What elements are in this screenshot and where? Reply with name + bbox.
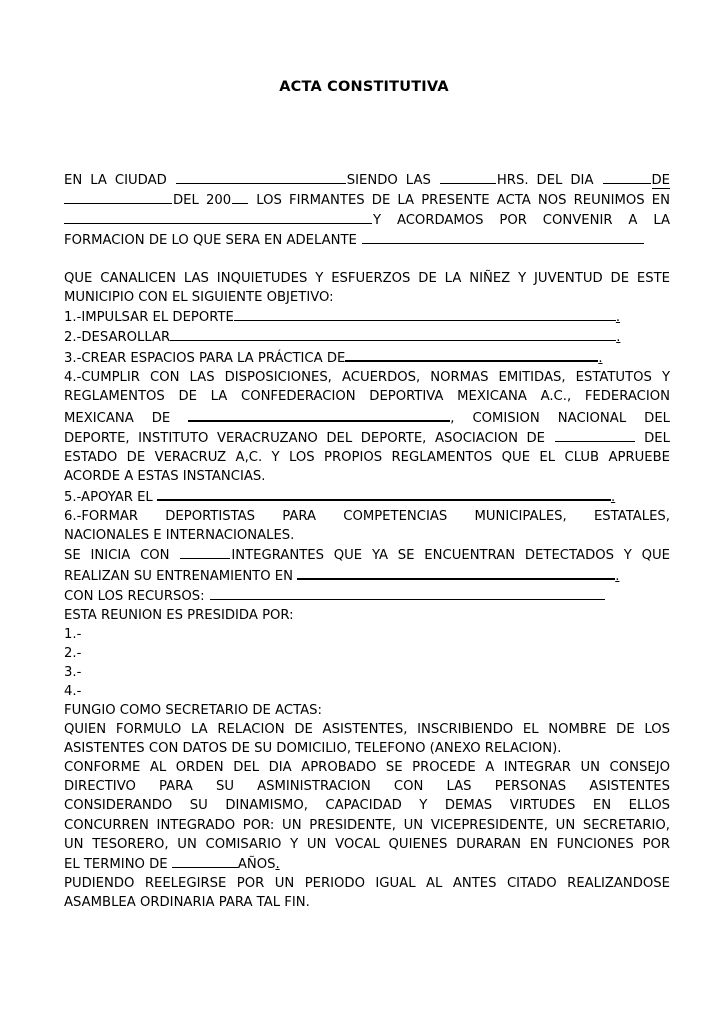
item-3-dot: . — [598, 351, 603, 367]
line-4 — [64, 230, 670, 250]
council-line-1: CONFORME AL ORDEN DEL DIA APROBADO SE PROCEDE A INTEGRAR UN CONSEJO — [64, 760, 670, 776]
training-dot: . — [615, 568, 620, 584]
blank-year — [232, 190, 248, 204]
text-year: DEL 200 — [173, 193, 232, 209]
text-hrs: HRS. DEL DIA — [496, 173, 594, 188]
start-integrantes: INTEGRANTES QUE YA SE ENCUENTRAN DETECTADOS Y QUE — [231, 547, 670, 563]
secretary-line: FUNGIO COMO SECRETARIO DE ACTAS: — [64, 703, 322, 719]
item-4-line-4 — [64, 428, 670, 448]
blank-hours — [440, 170, 496, 184]
item-5-dot: . — [610, 489, 616, 505]
item-4-line-5: ESTADO DE VERACRUZ A,C. Y LOS PROPIOS REGLAMENTOS QUE EL CLUB APRUEBE — [64, 449, 670, 465]
start-text: SE INICIA CON — [64, 547, 170, 563]
term-text: EL TERMINO DE — [64, 856, 168, 872]
blank-training-place — [297, 565, 615, 580]
blank-federacion — [188, 407, 450, 422]
attendance-line-1: QUIEN FORMULO LA RELACION DE ASISTENTES, INSCRIBIENDO EL NOMBRE DE LOS — [64, 722, 670, 738]
item-3-text: 3.-CREAR ESPACIOS PARA LA PRÁCTICA DE — [64, 351, 346, 367]
text-formacion: FORMACION DE LO QUE SERA EN ADELANTE — [64, 233, 357, 249]
item-4-mexicana: MEXICANA DE — [64, 410, 171, 426]
text-city: EN LA CIUDAD — [64, 173, 167, 188]
item-6-line-2: NACIONALES E INTERNACIONALES. — [64, 527, 295, 543]
blank-place — [64, 210, 372, 224]
document-title: ACTA CONSTITUTIVA — [279, 79, 449, 95]
item-2-dot: . — [616, 330, 621, 346]
resources-line — [64, 586, 670, 606]
council-line-2: DIRECTIVO PARA SU ASMINISTRACION CON LAS PERSONAS ASISTENTES — [64, 779, 670, 795]
item-4-line-1: 4.-CUMPLIR CON LAS DISPOSICIONES, ACUERDOS, NORMAS EMITIDAS, ESTATUTOS Y — [64, 370, 670, 386]
item-4-deporte: DEPORTE, INSTITUTO VERACRUZANO DEL DEPORTE, ASOCIACION DE — [64, 430, 545, 446]
line-2 — [64, 190, 670, 210]
text-siendo: SIENDO LAS — [346, 173, 431, 188]
item-3 — [64, 347, 670, 368]
blank-item-1 — [234, 307, 616, 321]
presided-line: ESTA REUNION ES PRESIDIDA POR: — [64, 607, 294, 623]
council-line-6 — [64, 854, 670, 874]
term-dot: . — [275, 856, 280, 872]
resources-text: CON LOS RECURSOS: — [64, 588, 205, 604]
term-years: AÑOS — [237, 856, 276, 872]
line-1 — [64, 170, 670, 190]
line-objective-1: QUE CANALICEN LAS INQUIETUDES Y ESFUERZOS DE LA NIÑEZ Y JUVENTUD DE ESTE — [64, 271, 670, 287]
text-acordamos: Y ACORDAMOS POR CONVENIR A LA — [373, 213, 670, 229]
blank-item-5 — [157, 486, 611, 501]
line-objective-2: MUNICIPIO CON EL SIGUIENTE OBJETIVO: — [64, 290, 334, 306]
attendance-line-2: ASISTENTES CON DATOS DE SU DOMICILIO, TELEFONO (ANEXO RELACION). — [64, 741, 562, 757]
presider-1: 1.- — [64, 627, 82, 643]
item-1 — [64, 307, 670, 327]
blank-item-3 — [345, 347, 598, 362]
presider-3: 3.- — [64, 665, 82, 681]
text-firmantes: LOS FIRMANTES DE LA PRESENTE ACTA NOS REUNIMOS EN — [256, 193, 670, 209]
blank-term — [172, 854, 238, 868]
item-4-line-2: REGLAMENTOS DE LA CONFEDERACION DEPORTIVA MEXICANA A.C., FEDERACION — [64, 389, 670, 405]
item-4-del: DEL — [644, 430, 670, 446]
blank-integrantes — [180, 545, 230, 559]
blank-city — [176, 170, 346, 184]
start-line-1 — [64, 545, 670, 565]
blank-asociacion — [555, 428, 635, 442]
blank-club-name — [362, 230, 644, 244]
blank-item-2 — [170, 327, 616, 341]
line-3 — [64, 210, 670, 230]
item-6-line-1: 6.-FORMAR DEPORTISTAS PARA COMPETENCIAS MUNICIPALES, ESTATALES, — [64, 508, 670, 524]
document-body — [64, 170, 670, 912]
item-1-text: 1.-IMPULSAR EL DEPORTE — [64, 310, 234, 326]
item-4-line-3 — [64, 407, 670, 428]
blank-resources — [210, 586, 605, 600]
start-line-2 — [64, 565, 670, 586]
council-line-3: CONSIDERANDO SU DINAMISMO, CAPACIDAD Y DEMAS VIRTUDES EN ELLOS — [64, 798, 670, 814]
blank-day — [603, 170, 651, 184]
reelect-line-1: PUDIENDO REELEGIRSE POR UN PERIODO IGUAL AL ANTES CITADO REALIZANDOSE — [64, 875, 670, 891]
item-4-comision: , COMISION NACIONAL DEL — [450, 410, 670, 426]
presider-2: 2.- — [64, 646, 82, 662]
blank-month — [64, 190, 172, 204]
item-1-dot: . — [615, 310, 621, 326]
reelect-line-2: ASAMBLEA ORDINARIA PARA TAL FIN. — [64, 894, 310, 910]
item-4-line-6: ACORDE A ESTAS INSTANCIAS. — [64, 468, 266, 484]
item-5-text: 5.-APOYAR EL — [64, 489, 153, 505]
council-line-5: UN TESORERO, UN COMISARIO Y UN VOCAL QUIENES DURARAN EN FUNCIONES POR — [64, 836, 670, 852]
item-2 — [64, 327, 670, 347]
presider-4: 4.- — [64, 684, 82, 700]
council-line-4: CONCURREN INTEGRADO POR: UN PRESIDENTE, UN VICEPRESIDENTE, UN SECRETARIO, — [64, 817, 670, 833]
item-5 — [64, 486, 670, 507]
training-text: REALIZAN SU ENTRENAMIENTO EN — [64, 568, 294, 584]
item-2-text: 2.-DESAROLLAR — [64, 330, 171, 346]
text-de: DE — [651, 173, 670, 188]
